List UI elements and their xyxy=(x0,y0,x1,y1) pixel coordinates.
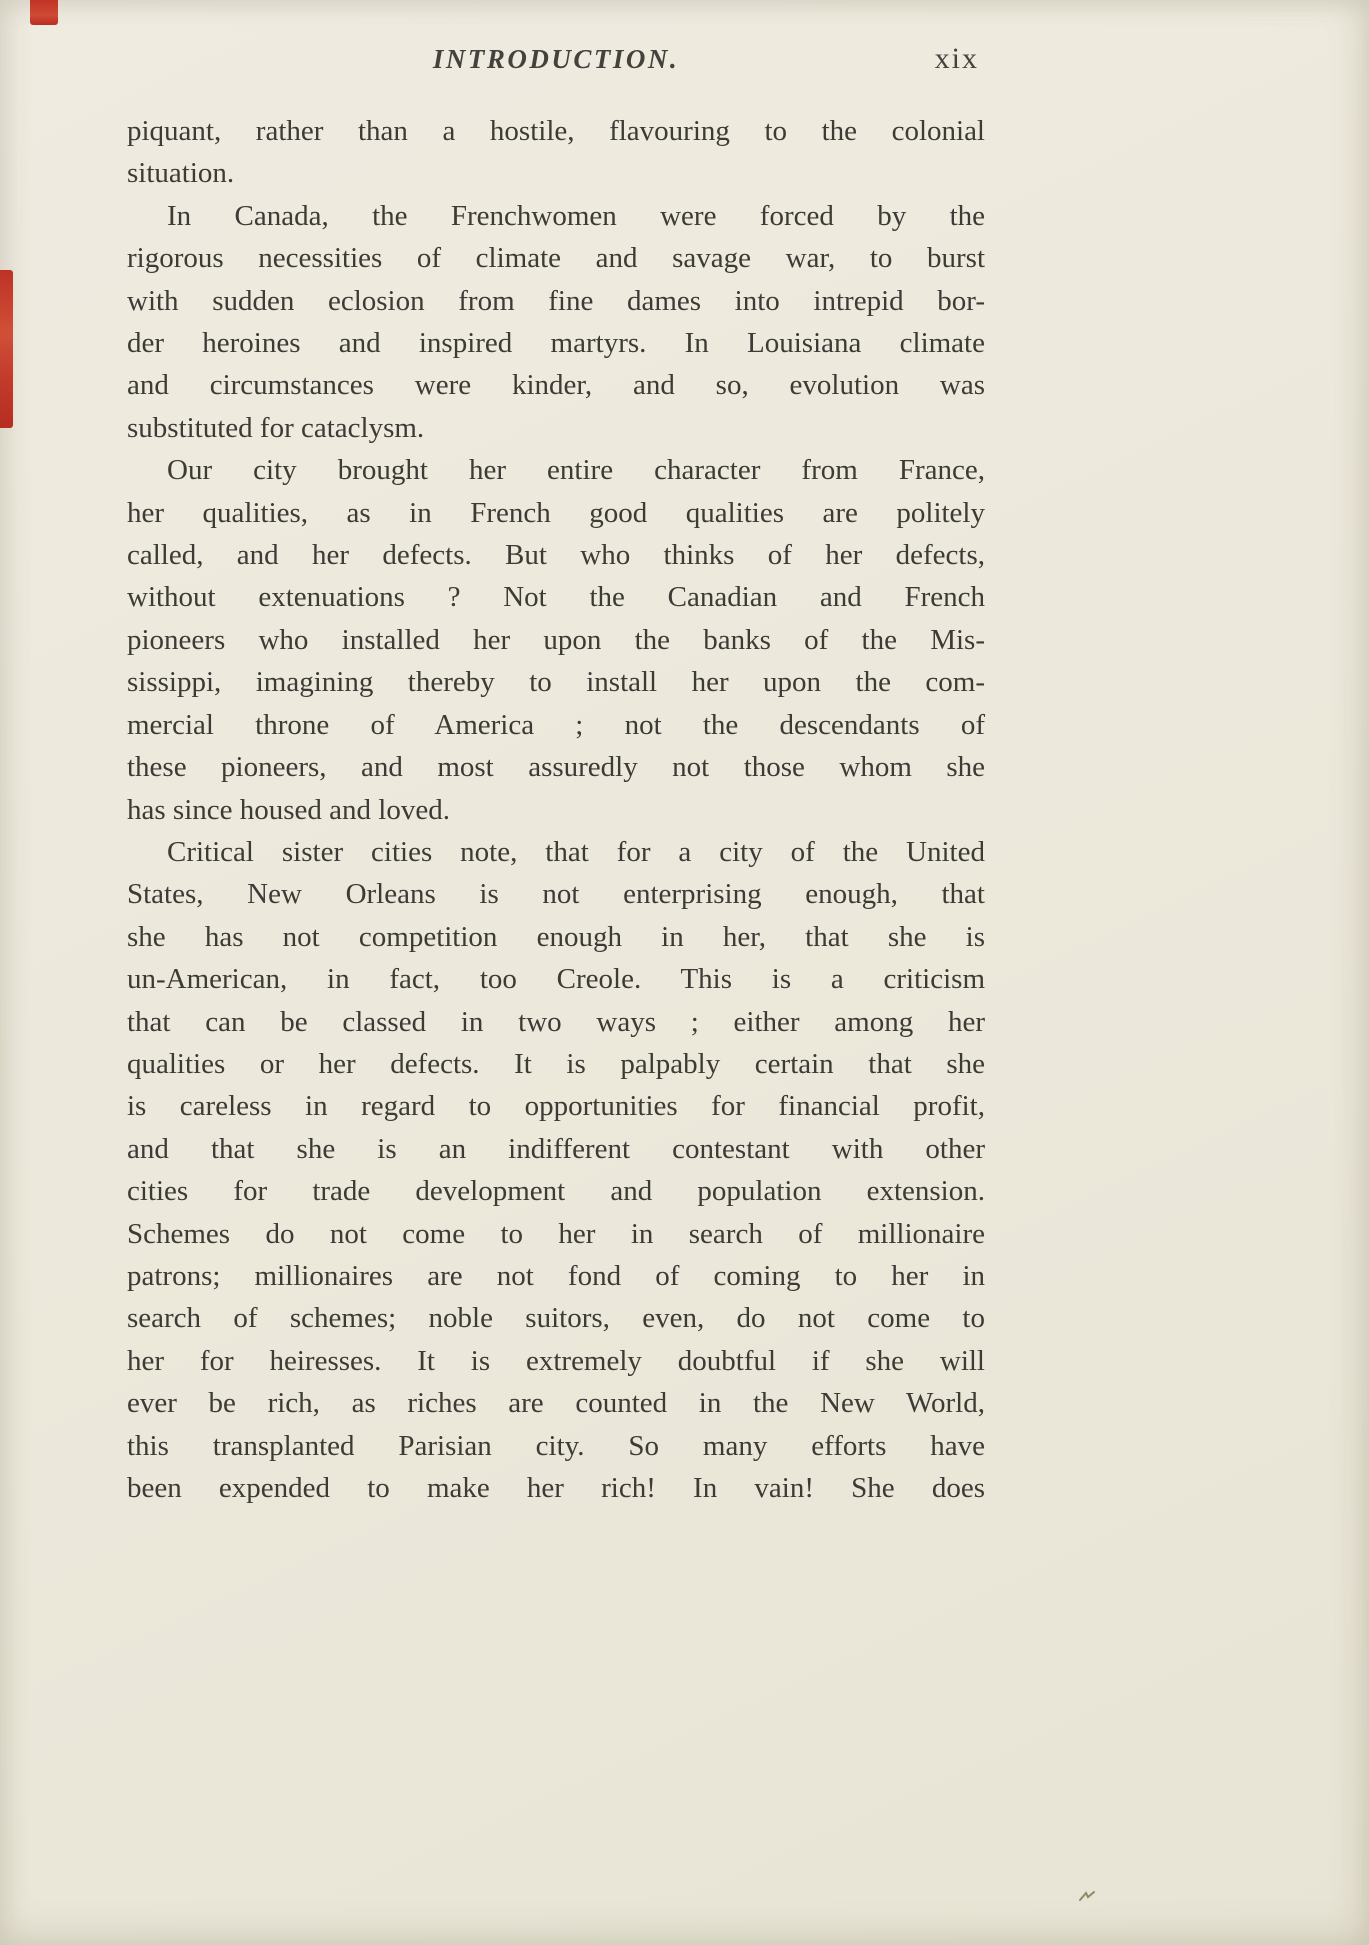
scan-artifact-left-edge xyxy=(0,270,13,428)
text-line: is careless in regard to opportunities for financial profit, xyxy=(127,1090,985,1123)
text-line: pioneers who installed her upon the banks of the Mis- xyxy=(127,623,985,656)
page-number: xix xyxy=(934,42,979,75)
text-line: ever be rich, as riches are counted in the New World, xyxy=(127,1387,985,1420)
text-line: situation. xyxy=(127,157,235,190)
text-line: In Canada, the Frenchwomen were forced by the xyxy=(167,199,985,232)
text-line: patrons; millionaires are not fond of coming to her in xyxy=(127,1259,985,1292)
page-header xyxy=(127,0,985,86)
text-line: search of schemes; noble suitors, even, do not come to xyxy=(127,1302,985,1335)
text-line: she has not competition enough in her, that she is xyxy=(127,920,985,953)
text-line: rigorous necessities of climate and savage war, to burst xyxy=(127,242,985,275)
text-line: these pioneers, and most assuredly not those whom she xyxy=(127,751,985,784)
text-line: this transplanted Parisian city. So many efforts have xyxy=(127,1429,985,1462)
text-line: Our city brought her entire character from France, xyxy=(167,454,985,487)
text-line: and circumstances were kinder, and so, evolution was xyxy=(127,369,985,402)
text-line: called, and her defects. But who thinks of her defects, xyxy=(127,539,985,572)
text-line: substituted for cataclysm. xyxy=(127,411,425,444)
running-title: INTRODUCTION. xyxy=(432,44,680,74)
paragraph xyxy=(127,110,985,195)
text-line: with sudden eclosion from fine dames into intrepid bor- xyxy=(127,284,985,317)
text-line: States, New Orleans is not enterprising enough, that xyxy=(127,878,985,911)
text-line: der heroines and inspired martyrs. In Louisiana climate xyxy=(127,327,985,360)
paragraph xyxy=(127,449,985,831)
text-line: has since housed and loved. xyxy=(127,793,450,826)
text-line: cities for trade development and population extension. xyxy=(127,1175,985,1208)
text-line: mercial throne of America ; not the descendants of xyxy=(127,708,985,741)
text-line: her for heiresses. It is extremely doubtful if she will xyxy=(127,1344,985,1377)
text-block xyxy=(127,110,985,1509)
text-line: her qualities, as in French good qualities are politely xyxy=(127,496,985,529)
pencil-mark xyxy=(1078,1890,1096,1902)
text-line: piquant, rather than a hostile, flavouring to the colonial xyxy=(127,115,985,147)
text-line: that can be classed in two ways ; either among her xyxy=(127,1005,985,1038)
text-line: without extenuations ? Not the Canadian and French xyxy=(127,581,985,614)
scan-artifact-top-left xyxy=(30,0,58,25)
text-line: un-American, in fact, too Creole. This is a criticism xyxy=(127,963,985,996)
paragraph xyxy=(127,831,985,1510)
text-line: and that she is an indifferent contestant with other xyxy=(127,1132,985,1165)
text-line: Critical sister cities note, that for a city of the United xyxy=(167,835,985,868)
text-line: been expended to make her rich! In vain! She does xyxy=(127,1472,985,1504)
text-line: qualities or her defects. It is palpably certain that she xyxy=(127,1047,985,1080)
text-line: sissippi, imagining thereby to install her upon the com- xyxy=(127,666,985,699)
page-content xyxy=(127,0,985,1509)
text-line: Schemes do not come to her in search of millionaire xyxy=(127,1217,985,1250)
paragraph xyxy=(127,195,985,449)
